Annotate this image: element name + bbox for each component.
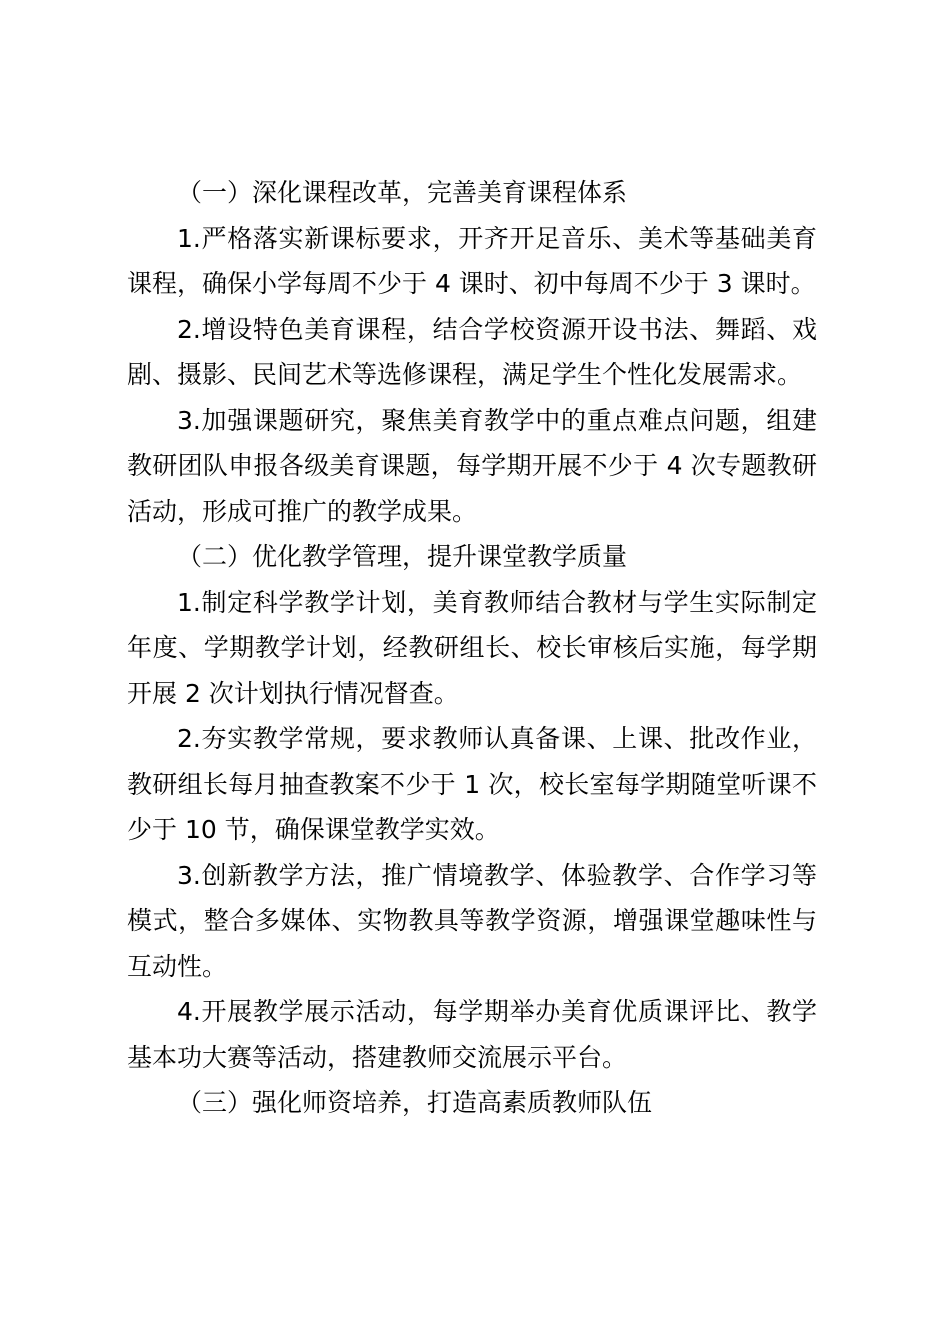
section-heading-3: （三）强化师资培养，打造高素质教师队伍 xyxy=(177,1088,653,1117)
document-body xyxy=(127,170,817,1126)
paragraph-1-2: 2.增设特色美育课程，结合学校资源开设书法、舞蹈、戏剧、摄影、民间艺术等选修课程，满足学生个性化发展需求。 xyxy=(127,314,817,389)
paragraph-2-4: 4.开展教学展示活动，每学期举办美育优质课评比、教学基本功大赛等活动，搭建教师交流展示平台。 xyxy=(127,997,817,1072)
paragraph-2-2: 2.夯实教学常规，要求教师认真备课、上课、批改作业，教研组长每月抽查教案不少于 1 次，校长室每学期随堂听课不少于 10 节，确保课堂教学实效。 xyxy=(127,724,817,844)
paragraph-1-3: 3.加强课题研究，聚焦美育教学中的重点难点问题，组建教研团队申报各级美育课题，每学期开展不少于 4 次专题教研活动，形成可推广的教学成果。 xyxy=(127,405,817,526)
section-heading-1: （一）深化课程改革，完善美育课程体系 xyxy=(177,178,628,207)
paragraph-2-3: 3.创新教学方法，推广情境教学、体验教学、合作学习等模式，整合多媒体、实物教具等教学资源，增强课堂趣味性与互动性。 xyxy=(127,860,817,981)
paragraph-1-1: 1.严格落实新课标要求，开齐开足音乐、美术等基础美育课程，确保小学每周不少于 4 课时、初中每周不少于 3 课时。 xyxy=(127,223,817,298)
paragraph-2-1: 1.制定科学教学计划，美育教师结合教材与学生实际制定年度、学期教学计划，经教研组长、校长审核后实施，每学期开展 2 次计划执行情况督查。 xyxy=(127,587,817,708)
section-heading-2: （二）优化教学管理，提升课堂教学质量 xyxy=(177,542,628,571)
